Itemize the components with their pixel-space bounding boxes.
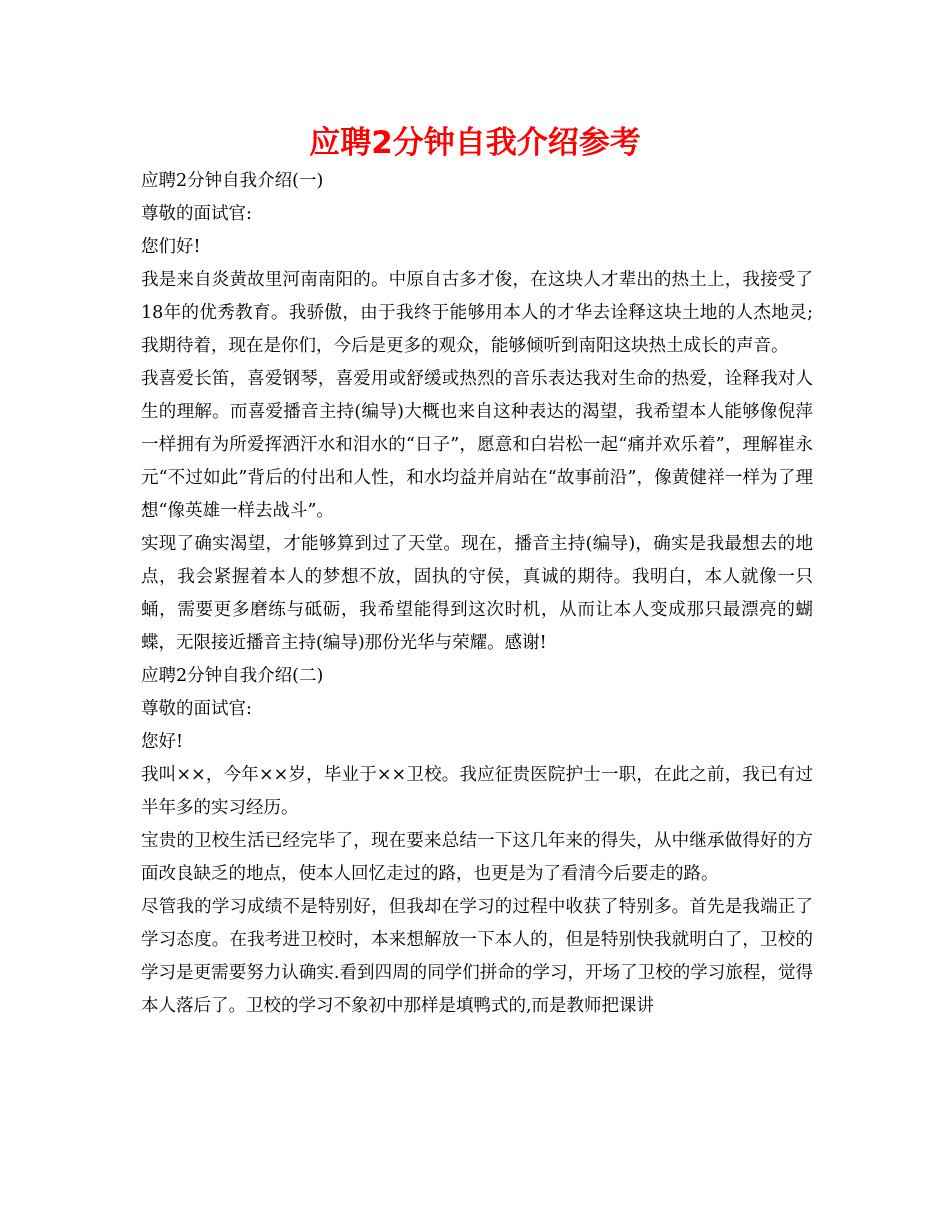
salutation: 尊敬的面试官: bbox=[141, 699, 252, 719]
document-title: 应聘2分钟自我介绍参考 bbox=[309, 125, 641, 161]
section-heading-2: 应聘2分钟自我介绍(二) bbox=[141, 666, 324, 686]
body-paragraph: 宝贵的卫校生活已经完毕了，现在要来总结一下这几年来的得失，从中继承做得好的方面改良缺乏的地点，使本人回忆走过的路，也更是为了看清今后要走的路。 bbox=[141, 831, 813, 884]
section-heading-1: 应聘2分钟自我介绍(一) bbox=[141, 171, 324, 191]
body-paragraph: 我喜爱长笛，喜爱钢琴，喜爱用或舒缓或热烈的音乐表达我对生命的热爱，诠释我对人生的理解。而喜爱播音主持(编导)大概也来自这种表达的渴望，我希望本人能够像倪萍一样拥有为所爱挥洒汗水和泪水的“日子”，愿意和白岩松一起“痛并欢乐着”，理解崔永元“不过如此”背后的付出和人性，和水均益并肩站在“故事前沿”，像黄健祥一样为了理想“像英雄一样去战斗”。 bbox=[141, 369, 813, 521]
greeting: 您们好! bbox=[141, 237, 201, 257]
body-paragraph: 实现了确实渴望，才能够算到过了天堂。现在，播音主持(编导)，确实是我最想去的地点，我会紧握着本人的梦想不放，固执的守侯，真诚的期待。我明白，本人就像一只蛹，需要更多磨练与砥砺，我希望能得到这次时机，从而让本人变成那只最漂亮的蝴蝶，无限接近播音主持(编导)那份光华与荣耀。感谢! bbox=[141, 534, 813, 653]
greeting: 您好! bbox=[141, 732, 184, 752]
salutation: 尊敬的面试官: bbox=[141, 204, 252, 224]
body-paragraph: 我叫××，今年××岁，毕业于××卫校。我应征贵医院护士一职，在此之前，我已有过半年多的实习经历。 bbox=[141, 765, 813, 818]
document-body bbox=[141, 165, 813, 1023]
body-paragraph: 尽管我的学习成绩不是特别好，但我却在学习的过程中收获了特别多。首先是我端正了学习态度。在我考进卫校时，本来想解放一下本人的，但是特别快我就明白了，卫校的学习是更需要努力认确实.看到四周的同学们拼命的学习，开场了卫校的学习旅程，觉得本人落后了。卫校的学习不象初中那样是填鸭式的,而是教师把课讲 bbox=[141, 897, 813, 1016]
body-paragraph: 我是来自炎黄故里河南南阳的。中原自古多才俊，在这块人才辈出的热土上，我接受了18年的优秀教育。我骄傲，由于我终于能够用本人的才华去诠释这块土地的人杰地灵;我期待着，现在是你们，今后是更多的观众，能够倾听到南阳这块热土成长的声音。 bbox=[141, 270, 813, 356]
